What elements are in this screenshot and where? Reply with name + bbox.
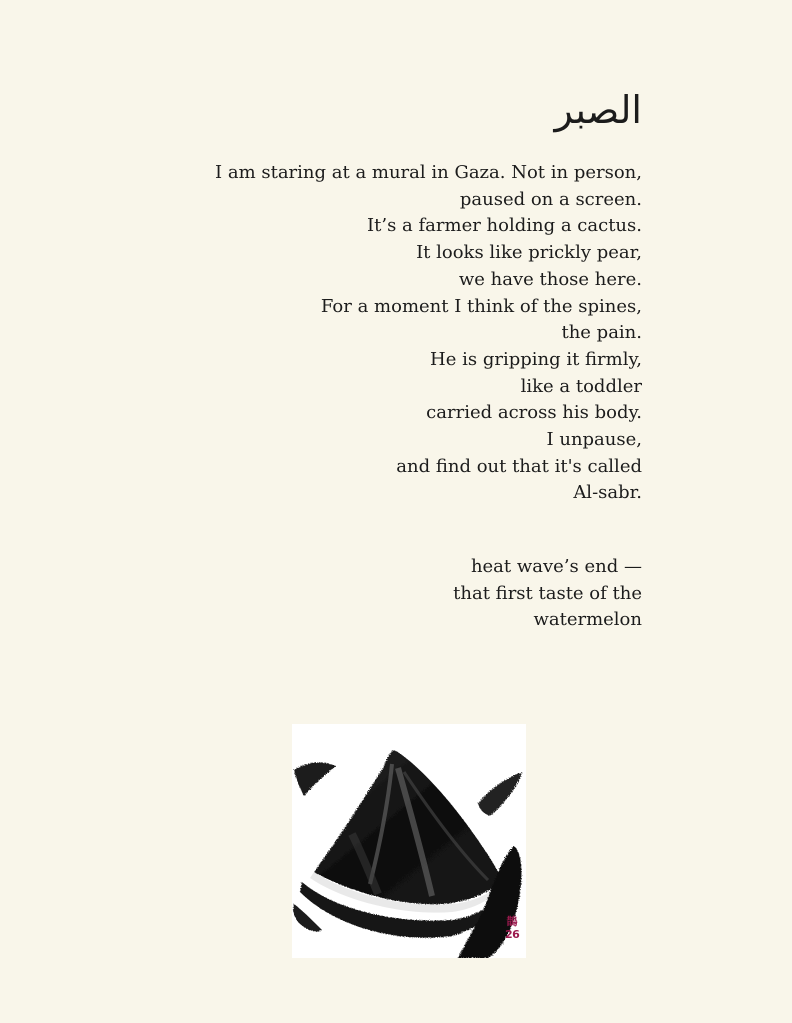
poem-line: like a toddler (520, 375, 642, 397)
poem-line: the pain. (561, 322, 642, 344)
poem-line: carried across his body. (426, 402, 642, 424)
poem-line: we have those here. (458, 268, 642, 290)
watermelon-ink-painting (292, 724, 526, 958)
poem-title: الصبر (554, 88, 642, 132)
poem-body (82, 160, 642, 507)
seal-glyph: 鵲 (506, 915, 518, 928)
poem-line: Al-sabr. (573, 482, 642, 504)
poem-line: and find out that it's called (396, 455, 642, 477)
poem-line: He is gripping it firmly, (430, 348, 642, 370)
haiku (453, 554, 642, 634)
poem-line: It looks like prickly pear, (416, 242, 642, 264)
artist-seal (505, 916, 519, 950)
brush-stroke-left (294, 763, 336, 796)
seal-number: 26 (505, 928, 520, 941)
ink-watermelon-image (292, 724, 526, 958)
brush-stroke-upper-right (478, 772, 522, 816)
poem-line: It’s a farmer holding a cactus. (367, 215, 642, 237)
watermelon-flesh (314, 750, 502, 904)
haiku-line: heat wave’s end — (470, 556, 642, 577)
haiku-line: watermelon (533, 609, 642, 630)
poem-line: For a moment I think of the spines, (320, 295, 642, 317)
haiku-line: that first taste of the (453, 582, 642, 604)
poem-line: I unpause, (546, 429, 642, 451)
poem-line: I am staring at a mural in Gaza. Not in person, (215, 162, 642, 183)
brush-stroke-bottom-left (293, 904, 322, 932)
poem-line: paused on a screen. (459, 188, 642, 210)
